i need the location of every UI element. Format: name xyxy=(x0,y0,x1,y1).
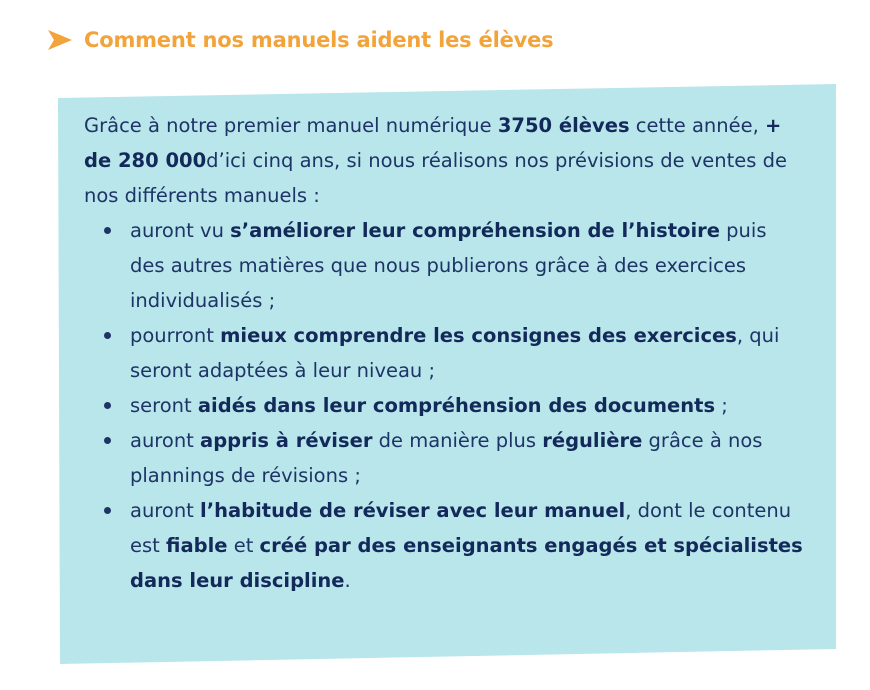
section-heading xyxy=(46,28,553,52)
bullet-icon xyxy=(104,332,111,339)
highlight-students-count: 3750 élèves xyxy=(497,114,630,137)
list-item: pourront mieux comprendre les consignes des exercices, qui seront adaptées à leur niveau ; xyxy=(130,318,804,388)
highlight-future-count: + de 280 000 xyxy=(84,114,782,172)
intro-paragraph: Grâce à notre premier manuel numérique 3750 élèves cette année, + de 280 000d’ici cinq ans, si nous réalisons nos prévisions de ventes de nos différents manuels : xyxy=(84,114,788,207)
list-item: auront l’habitude de réviser avec leur manuel, dont le contenu est fiable et créé par des enseignants engagés et spécialistes dans leur discipline. xyxy=(130,493,804,598)
benefits-list xyxy=(84,213,804,598)
bullet-icon xyxy=(104,402,111,409)
bullet-icon xyxy=(104,227,111,234)
list-item: auront vu s’améliorer leur compréhension de l’histoire puis des autres matières que nous publierons grâce à des exercices individualisés ; xyxy=(130,213,804,318)
list-item: auront appris à réviser de manière plus régulière grâce à nos plannings de révisions ; xyxy=(130,423,804,493)
bullet-icon xyxy=(104,507,111,514)
bullet-icon xyxy=(104,437,111,444)
info-card-content xyxy=(84,108,804,598)
arrow-right-icon xyxy=(46,28,74,52)
list-item: seront aidés dans leur compréhension des documents ; xyxy=(130,388,804,423)
heading-title: Comment nos manuels aident les élèves xyxy=(84,28,554,52)
